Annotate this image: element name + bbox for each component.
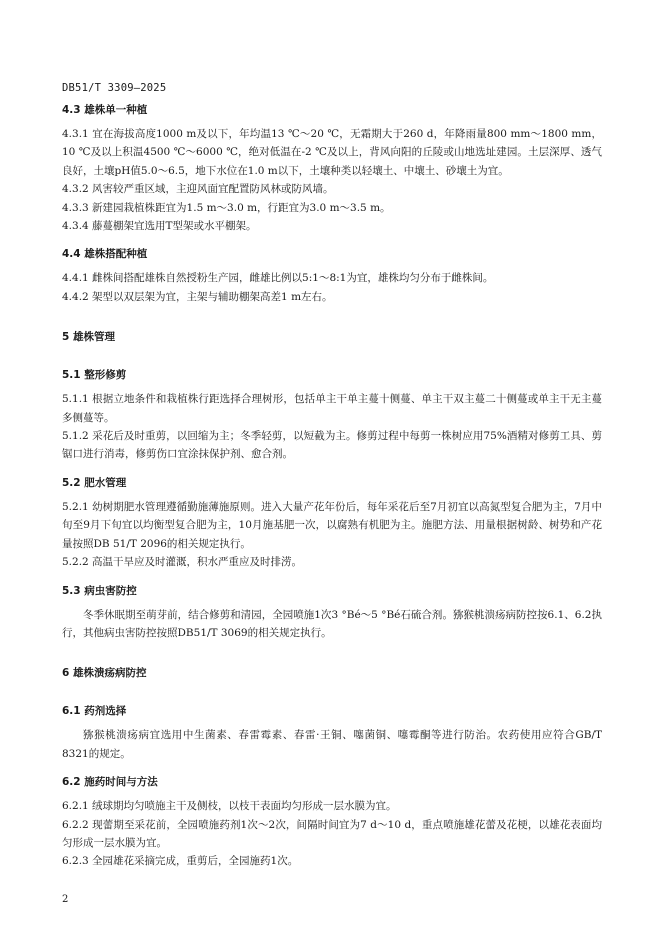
section-heading-4-3: 4.3 雄株单一种植 <box>62 104 148 116</box>
paragraph-5-3: 冬季休眠期至萌芽前，结合修剪和清园，全园喷施1次3 °Bé～5 °Bé石硫合剂。猕猴桃溃疡病防控按6.1、6.2执行，其他病虫害防控按照DB51/T 3069的相关规定执行。 <box>62 608 602 639</box>
section-heading-4-4: 4.4 雄株搭配种植 <box>62 248 148 261</box>
chapter-heading-5: 5 雄株管理 <box>62 331 115 344</box>
clause-4-4-2: 4.4.2 架型以双层架为宜，主架与辅助棚架高差1 m左右。 <box>62 290 333 303</box>
clause-5-1-1: 5.1.1 根据立地条件和栽植株行距选择合理树形，包括单主干单主蔓十侧蔓、单主干双主蔓二十侧蔓或单主干无主蔓多侧蔓等。 <box>62 393 602 424</box>
paragraph-6-1: 猕猴桃溃疡病宜选用中生菌素、春雷霉素、春雷·王铜、噻菌铜、噻霉酮等进行防治。农药使用应符合GB/T 8321的规定。 <box>62 729 602 760</box>
clause-4-3-1: 4.3.1 宜在海拔高度1000 m及以下，年均温13 ℃～20 ℃，无霜期大于260 d，年降雨量800 mm～1800 mm，10 ℃及以上积温4500 ℃～6000 ℃，绝对低温在-2 ℃及以上，背风向阳的丘陵或山地选址建园。土层深厚、透气良好，土壤pH值5.0～6.5，地下水位在1.0 m以下，土壤种类以轻壤土、中壤土、砂壤土为宜。 <box>62 128 602 177</box>
section-heading-5-1: 5.1 整形修剪 <box>62 369 127 382</box>
clause-5-2-2: 5.2.2 高温干旱应及时灌溉，积水严重应及时排涝。 <box>62 556 303 569</box>
clause-4-3-3: 4.3.3 新建园栽植株距宜为1.5 m～3.0 m，行距宜为3.0 m～3.5 m。 <box>62 201 391 214</box>
document-body <box>62 103 602 871</box>
clause-4-3-4: 4.3.4 藤蔓棚架宜选用T型架或水平棚架。 <box>62 220 257 233</box>
clause-4-3-2: 4.3.2 风害较严重区域，主迎风面宜配置防风林或防风墙。 <box>62 183 334 196</box>
clause-6-2-1: 6.2.1 绒球期均匀喷施主干及侧枝，以枝干表面均匀形成一层水膜为宜。 <box>62 800 397 813</box>
standard-number: DB51/T 3309—2025 <box>62 82 167 94</box>
page-number: 2 <box>62 894 69 905</box>
clause-6-2-3: 6.2.3 全园雄花采摘完成，重剪后，全园施药1次。 <box>62 855 299 868</box>
section-heading-6-1: 6.1 药剂选择 <box>62 705 127 718</box>
section-heading-6-2: 6.2 施药时间与方法 <box>62 776 158 789</box>
chapter-heading-6: 6 雄株溃疡病防控 <box>62 667 147 680</box>
clause-4-4-1: 4.4.1 雌株间搭配雄株自然授粉生产园，雌雄比例以5:1～8:1为宜，雄株均匀分布于雌株间。 <box>62 272 494 285</box>
clause-6-2-2: 6.2.2 现蕾期至采花前，全园喷施药剂1次～2次，间隔时间宜为7 d～10 d，重点喷施雄花蕾及花梗，以雄花表面均匀形成一层水膜为宜。 <box>62 818 602 849</box>
clause-5-2-1: 5.2.1 幼树期肥水管理遵循勤施薄施原则。进入大量产花年份后，每年采花后至7月初宜以高氮型复合肥为主，7月中旬至9月下旬宜以均衡型复合肥为主，10月施基肥一次，以腐熟有机肥为主。施肥方法、用量根据树龄、树势和产花量按照DB 51/T 2096的相关规定执行。 <box>62 500 602 550</box>
section-heading-5-3: 5.3 病虫害防控 <box>62 584 137 597</box>
clause-5-1-2: 5.1.2 采花后及时重剪，以回缩为主；冬季轻剪，以短截为主。修剪过程中每剪一株树应用75%酒精对修剪工具、剪锯口进行消毒，修剪伤口宜涂抹保护剂、愈合剂。 <box>62 430 602 461</box>
section-heading-5-2: 5.2 肥水管理 <box>62 476 127 489</box>
